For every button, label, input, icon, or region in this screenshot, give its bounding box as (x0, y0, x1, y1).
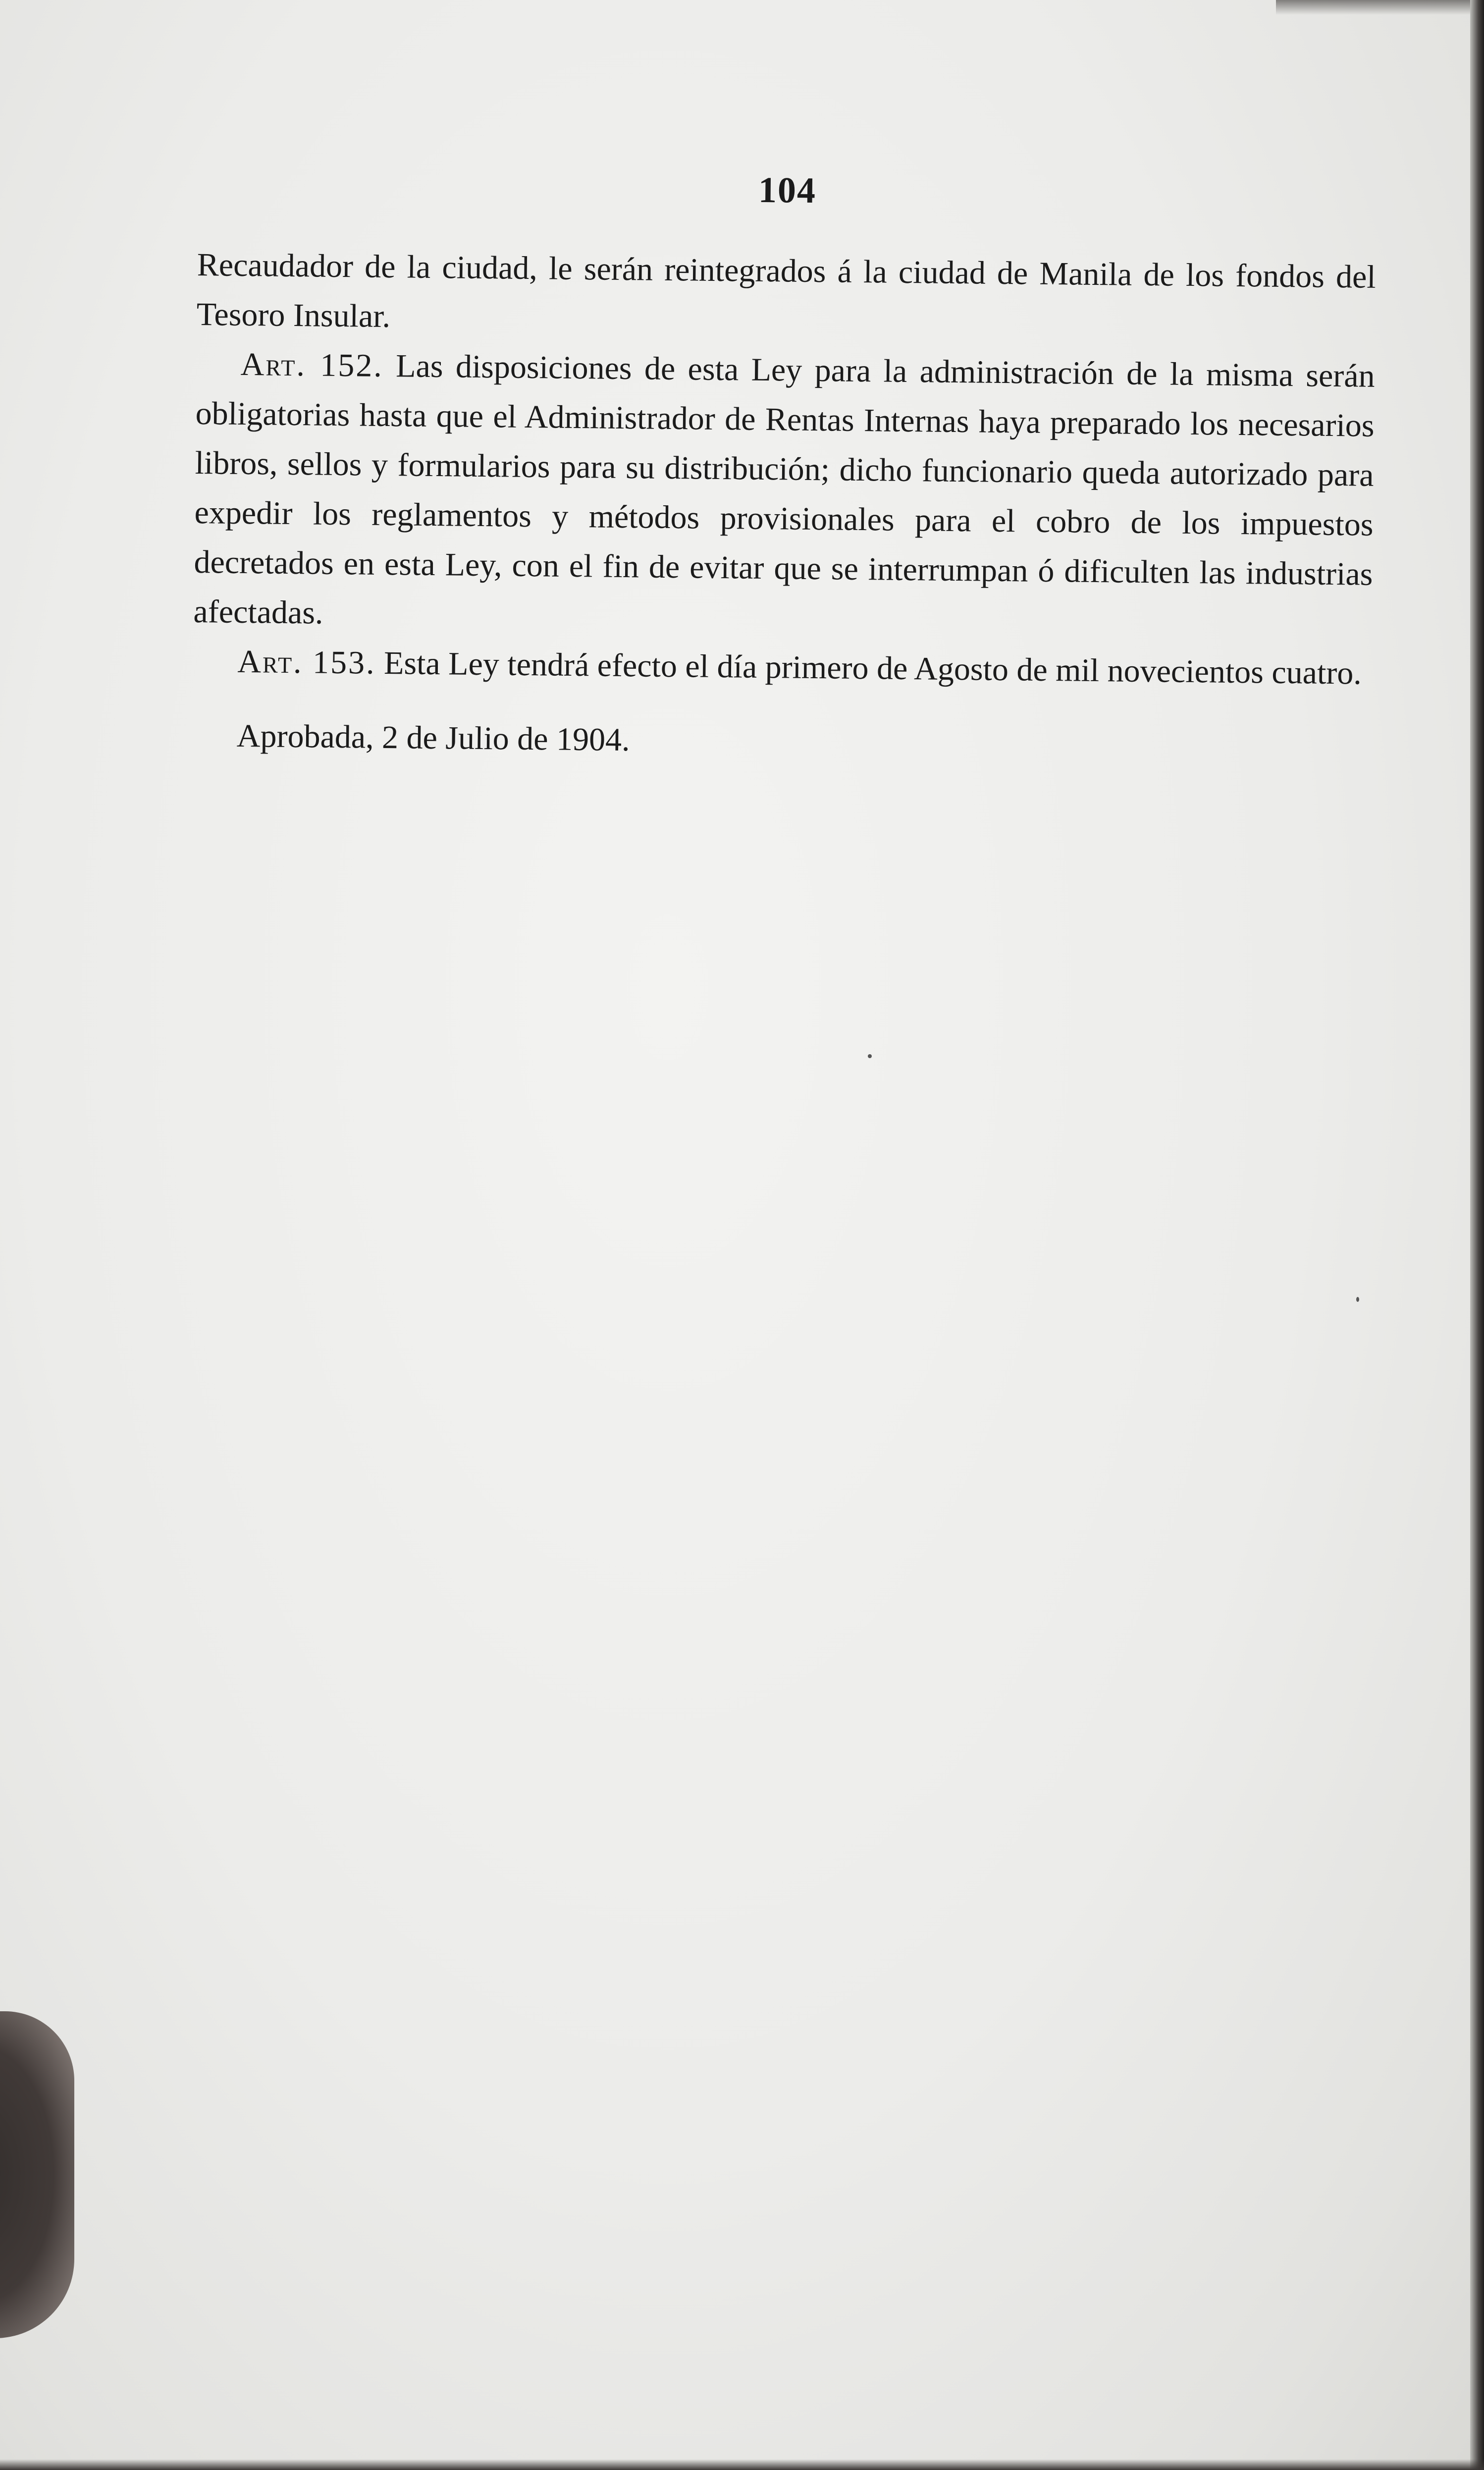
thumb-shadow (0, 2011, 74, 2338)
book-edge-bottom (0, 2459, 1484, 2470)
paper-speck (1356, 1297, 1359, 1302)
paragraph-article-152 (193, 339, 1375, 649)
page-number: 104 (758, 169, 817, 212)
paragraph-text: Recaudador de la ciudad, le serán reintegrados á la ciudad de Manila de los fondos del Tesoro Insular. (196, 246, 1377, 335)
page-edge-top-shadow (1276, 0, 1484, 15)
paragraph-text: Esta Ley tendrá efecto el día primero de Agosto de mil novecientos cuatro. (375, 644, 1362, 692)
book-edge-right (1470, 0, 1484, 2470)
approval-line: Aprobada, 2 de Julio de 1904. (236, 717, 630, 758)
article-label: Art. 153. (237, 643, 376, 681)
paragraph-text: Las disposiciones de esta Ley para la administración de la misma serán obligatorias hasta que el Administrador de Rentas Internas haya preparado los necesarios libros, sellos y formularios para su distribución; dicho funcionario queda autorizado para expedir los reglamentos y métodos provisionales para el cobro de los impuestos decretados en esta Ley, con el fin de evitar que se interrumpan ó dificulten las industrias afectadas. (193, 347, 1376, 631)
article-label: Art. 152. (240, 346, 384, 384)
paper-speck (868, 1054, 872, 1058)
page-text-block (192, 163, 1377, 773)
paragraph-continuation (196, 240, 1376, 352)
